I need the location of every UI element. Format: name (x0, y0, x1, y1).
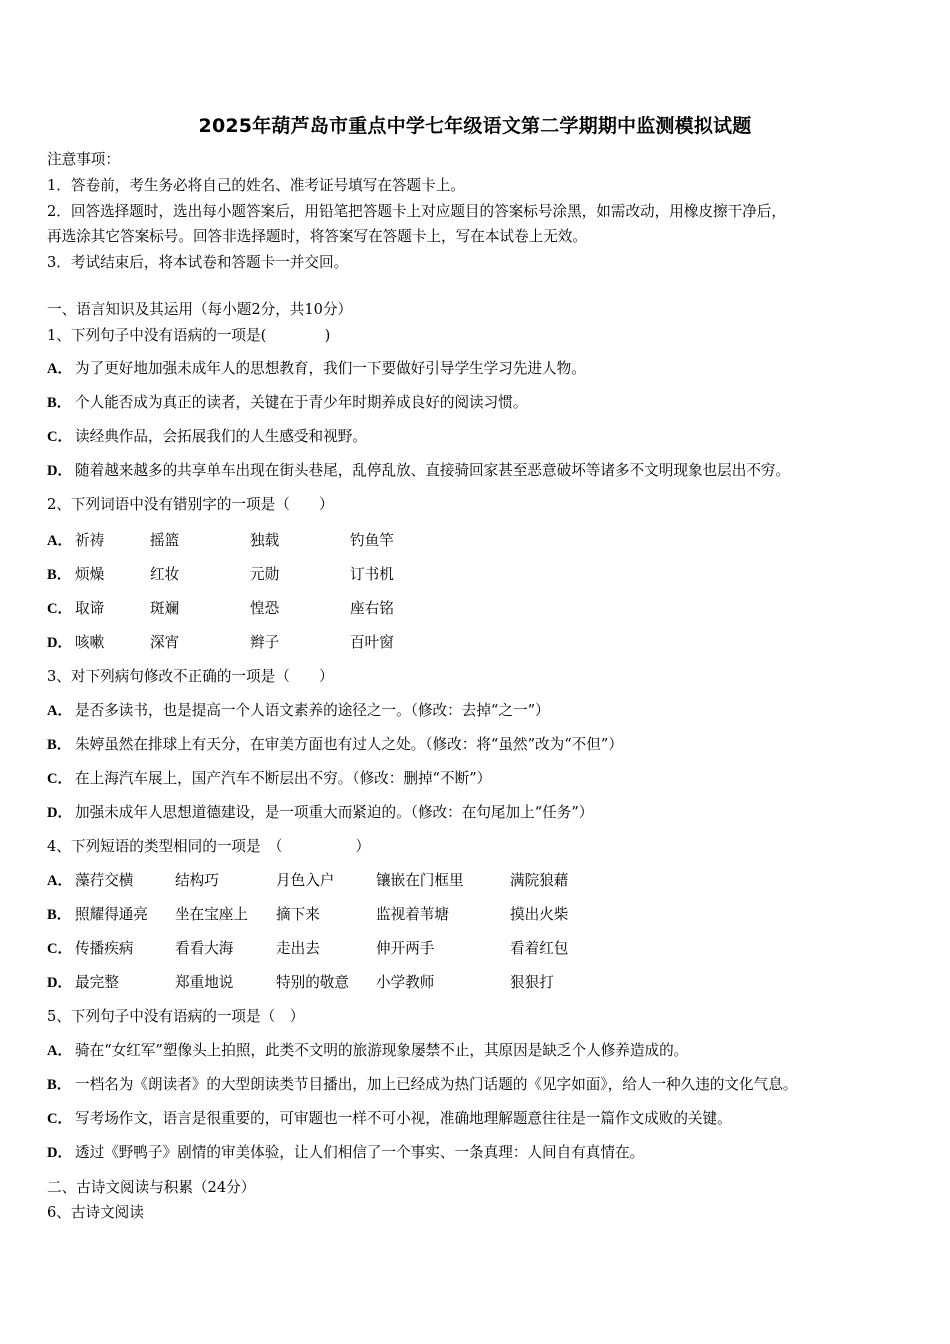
option-label: A． (47, 703, 73, 719)
option-label: D． (47, 463, 73, 479)
section-heading: 二、古诗文阅读与积累（24分） (47, 1179, 256, 1196)
word-cell: 钓鱼竿 (350, 532, 394, 549)
phrase-cell: 满院狼藉 (510, 872, 569, 889)
phrase-cell: 看看大海 (175, 940, 234, 957)
option-text: 是否多读书，也是提高一个人语文素养的途径之一。（修改：去掉“之一”） (75, 702, 550, 719)
phrase-cell: 伸开两手 (376, 940, 435, 957)
option-text: 在上海汽车展上，国产汽车不断层出不穷。（修改：删掉“不断”） (75, 770, 492, 787)
option-row (47, 701, 550, 721)
option-text: 朱婷虽然在排球上有天分，在审美方面也有过人之处。（修改：将“虽然”改为“不但”） (75, 736, 623, 753)
word-cell: 祈祷 (75, 532, 105, 549)
question-stem: 6、古诗文阅读 (47, 1204, 144, 1221)
word-cell: 红妆 (150, 566, 180, 583)
notice-item: 再选涂其它答案标号。回答非选择题时，将答案写在答题卡上，写在本试卷上无效。 (47, 228, 587, 245)
phrase-cell: 坐在宝座上 (175, 906, 248, 923)
section-heading: 一、语言知识及其运用（每小题2分，共10分） (47, 301, 353, 318)
word-cell: 座右铭 (350, 600, 394, 617)
phrase-cell: 走出去 (276, 940, 320, 957)
option-row (47, 1109, 732, 1129)
word-cell: 元勋 (250, 566, 280, 583)
phrase-cell: 藻荇交横 (75, 872, 134, 889)
option-label: C． (47, 941, 73, 957)
phrase-cell: 摘下来 (276, 906, 320, 923)
phrase-cell: 看着红包 (510, 940, 569, 957)
option-label: B． (47, 395, 72, 411)
option-label: D． (47, 805, 73, 821)
question-stem: 4、下列短语的类型相同的一项是 （ ） (47, 838, 371, 855)
option-row (47, 461, 790, 481)
option-row (47, 359, 586, 379)
word-cell: 深宵 (150, 634, 180, 651)
option-text: 透过《野鸭子》剧情的审美体验，让人们相信了一个事实、一条真理：人间自有真情在。 (75, 1144, 645, 1161)
phrase-cell: 月色入户 (276, 872, 335, 889)
notice-item: 3．考试结束后，将本试卷和答题卡一并交回。 (47, 254, 349, 271)
phrase-cell: 最完整 (75, 974, 119, 991)
option-text: 读经典作品，会拓展我们的人生感受和视野。 (75, 428, 367, 445)
option-label: C． (47, 601, 73, 617)
word-cell: 订书机 (350, 566, 394, 583)
option-text: 为了更好地加强未成年人的思想教育，我们一下要做好引导学生学习先进人物。 (75, 360, 586, 377)
phrase-cell: 传播疾病 (75, 940, 134, 957)
option-row (47, 393, 527, 413)
word-cell: 辫子 (250, 634, 280, 651)
option-label: B． (47, 567, 72, 583)
notice-item: 2．回答选择题时，选出每小题答案后，用铅笔把答题卡上对应题目的答案标号涂黑，如需改动，用橡皮擦干净后， (47, 203, 786, 220)
option-text: 一档名为《朗读者》的大型朗读类节目播出，加上已经成为热门话题的《见字如面》，给人一种久违的文化气息。 (75, 1076, 798, 1093)
option-label: A． (47, 533, 73, 549)
page-title: 2025年葫芦岛市重点中学七年级语文第二学期期中监测模拟试题 (198, 115, 752, 137)
phrase-cell: 结构巧 (175, 872, 219, 889)
option-text: 加强未成年人思想道德建设，是一项重大而紧迫的。（修改：在句尾加上“任务”） (75, 804, 594, 821)
option-text: 个人能否成为真正的读者，关键在于青少年时期养成良好的阅读习惯。 (75, 394, 528, 411)
option-label: D． (47, 635, 73, 651)
option-label: A． (47, 873, 73, 889)
phrase-cell: 监视着苇塘 (376, 906, 449, 923)
option-text: 骑在“女红军”塑像头上拍照，此类不文明的旅游现象屡禁不止，其原因是缺乏个人修养造成的。 (75, 1042, 689, 1059)
option-row (47, 1143, 644, 1163)
option-row (47, 803, 593, 823)
word-cell: 百叶窗 (350, 634, 394, 651)
phrase-cell: 特别的敬意 (276, 974, 349, 991)
option-row (47, 735, 623, 755)
word-cell: 斑斓 (150, 600, 180, 617)
option-row (47, 769, 491, 789)
phrase-cell: 摸出火柴 (510, 906, 569, 923)
word-cell: 取谛 (75, 600, 105, 617)
option-row (47, 427, 367, 447)
option-label: C． (47, 429, 73, 445)
option-label: C． (47, 771, 73, 787)
phrase-cell: 照耀得通亮 (75, 906, 148, 923)
option-row (47, 1075, 797, 1095)
word-cell: 摇篮 (150, 532, 180, 549)
notice-item: 1．答卷前，考生务必将自己的姓名、准考证号填写在答题卡上。 (47, 177, 465, 194)
word-cell: 咳嗽 (75, 634, 105, 651)
option-text: 随着越来越多的共享单车出现在街头巷尾，乱停乱放、直接骑回家甚至恶意破坏等诸多不文明现象也层出不穷。 (75, 462, 791, 479)
option-label: B． (47, 1077, 72, 1093)
question-stem: 5、下列句子中没有语病的一项是（ ） (47, 1008, 305, 1025)
phrase-cell: 镶嵌在门框里 (376, 872, 464, 889)
word-cell: 惶恐 (250, 600, 280, 617)
option-label: A． (47, 361, 73, 377)
question-stem: 2、下列词语中没有错别字的一项是（ ） (47, 496, 334, 513)
question-stem: 3、对下列病句修改不正确的一项是（ ） (47, 668, 334, 685)
option-label: C． (47, 1111, 73, 1127)
option-label: B． (47, 907, 72, 923)
word-cell: 独载 (250, 532, 280, 549)
word-cell: 烦燥 (75, 566, 105, 583)
option-label: B． (47, 737, 72, 753)
phrase-cell: 郑重地说 (175, 974, 234, 991)
notice-heading: 注意事项： (47, 151, 120, 168)
phrase-cell: 狠狠打 (510, 974, 554, 991)
option-label: A． (47, 1043, 73, 1059)
question-stem: 1、下列句子中没有语病的一项是( ) (47, 327, 331, 344)
option-row (47, 1041, 688, 1061)
option-text: 写考场作文，语言是很重要的，可审题也一样不可小视，准确地理解题意往往是一篇作文成败的关键。 (75, 1110, 732, 1127)
option-label: D． (47, 1145, 73, 1161)
phrase-cell: 小学教师 (376, 974, 435, 991)
option-label: D． (47, 975, 73, 991)
